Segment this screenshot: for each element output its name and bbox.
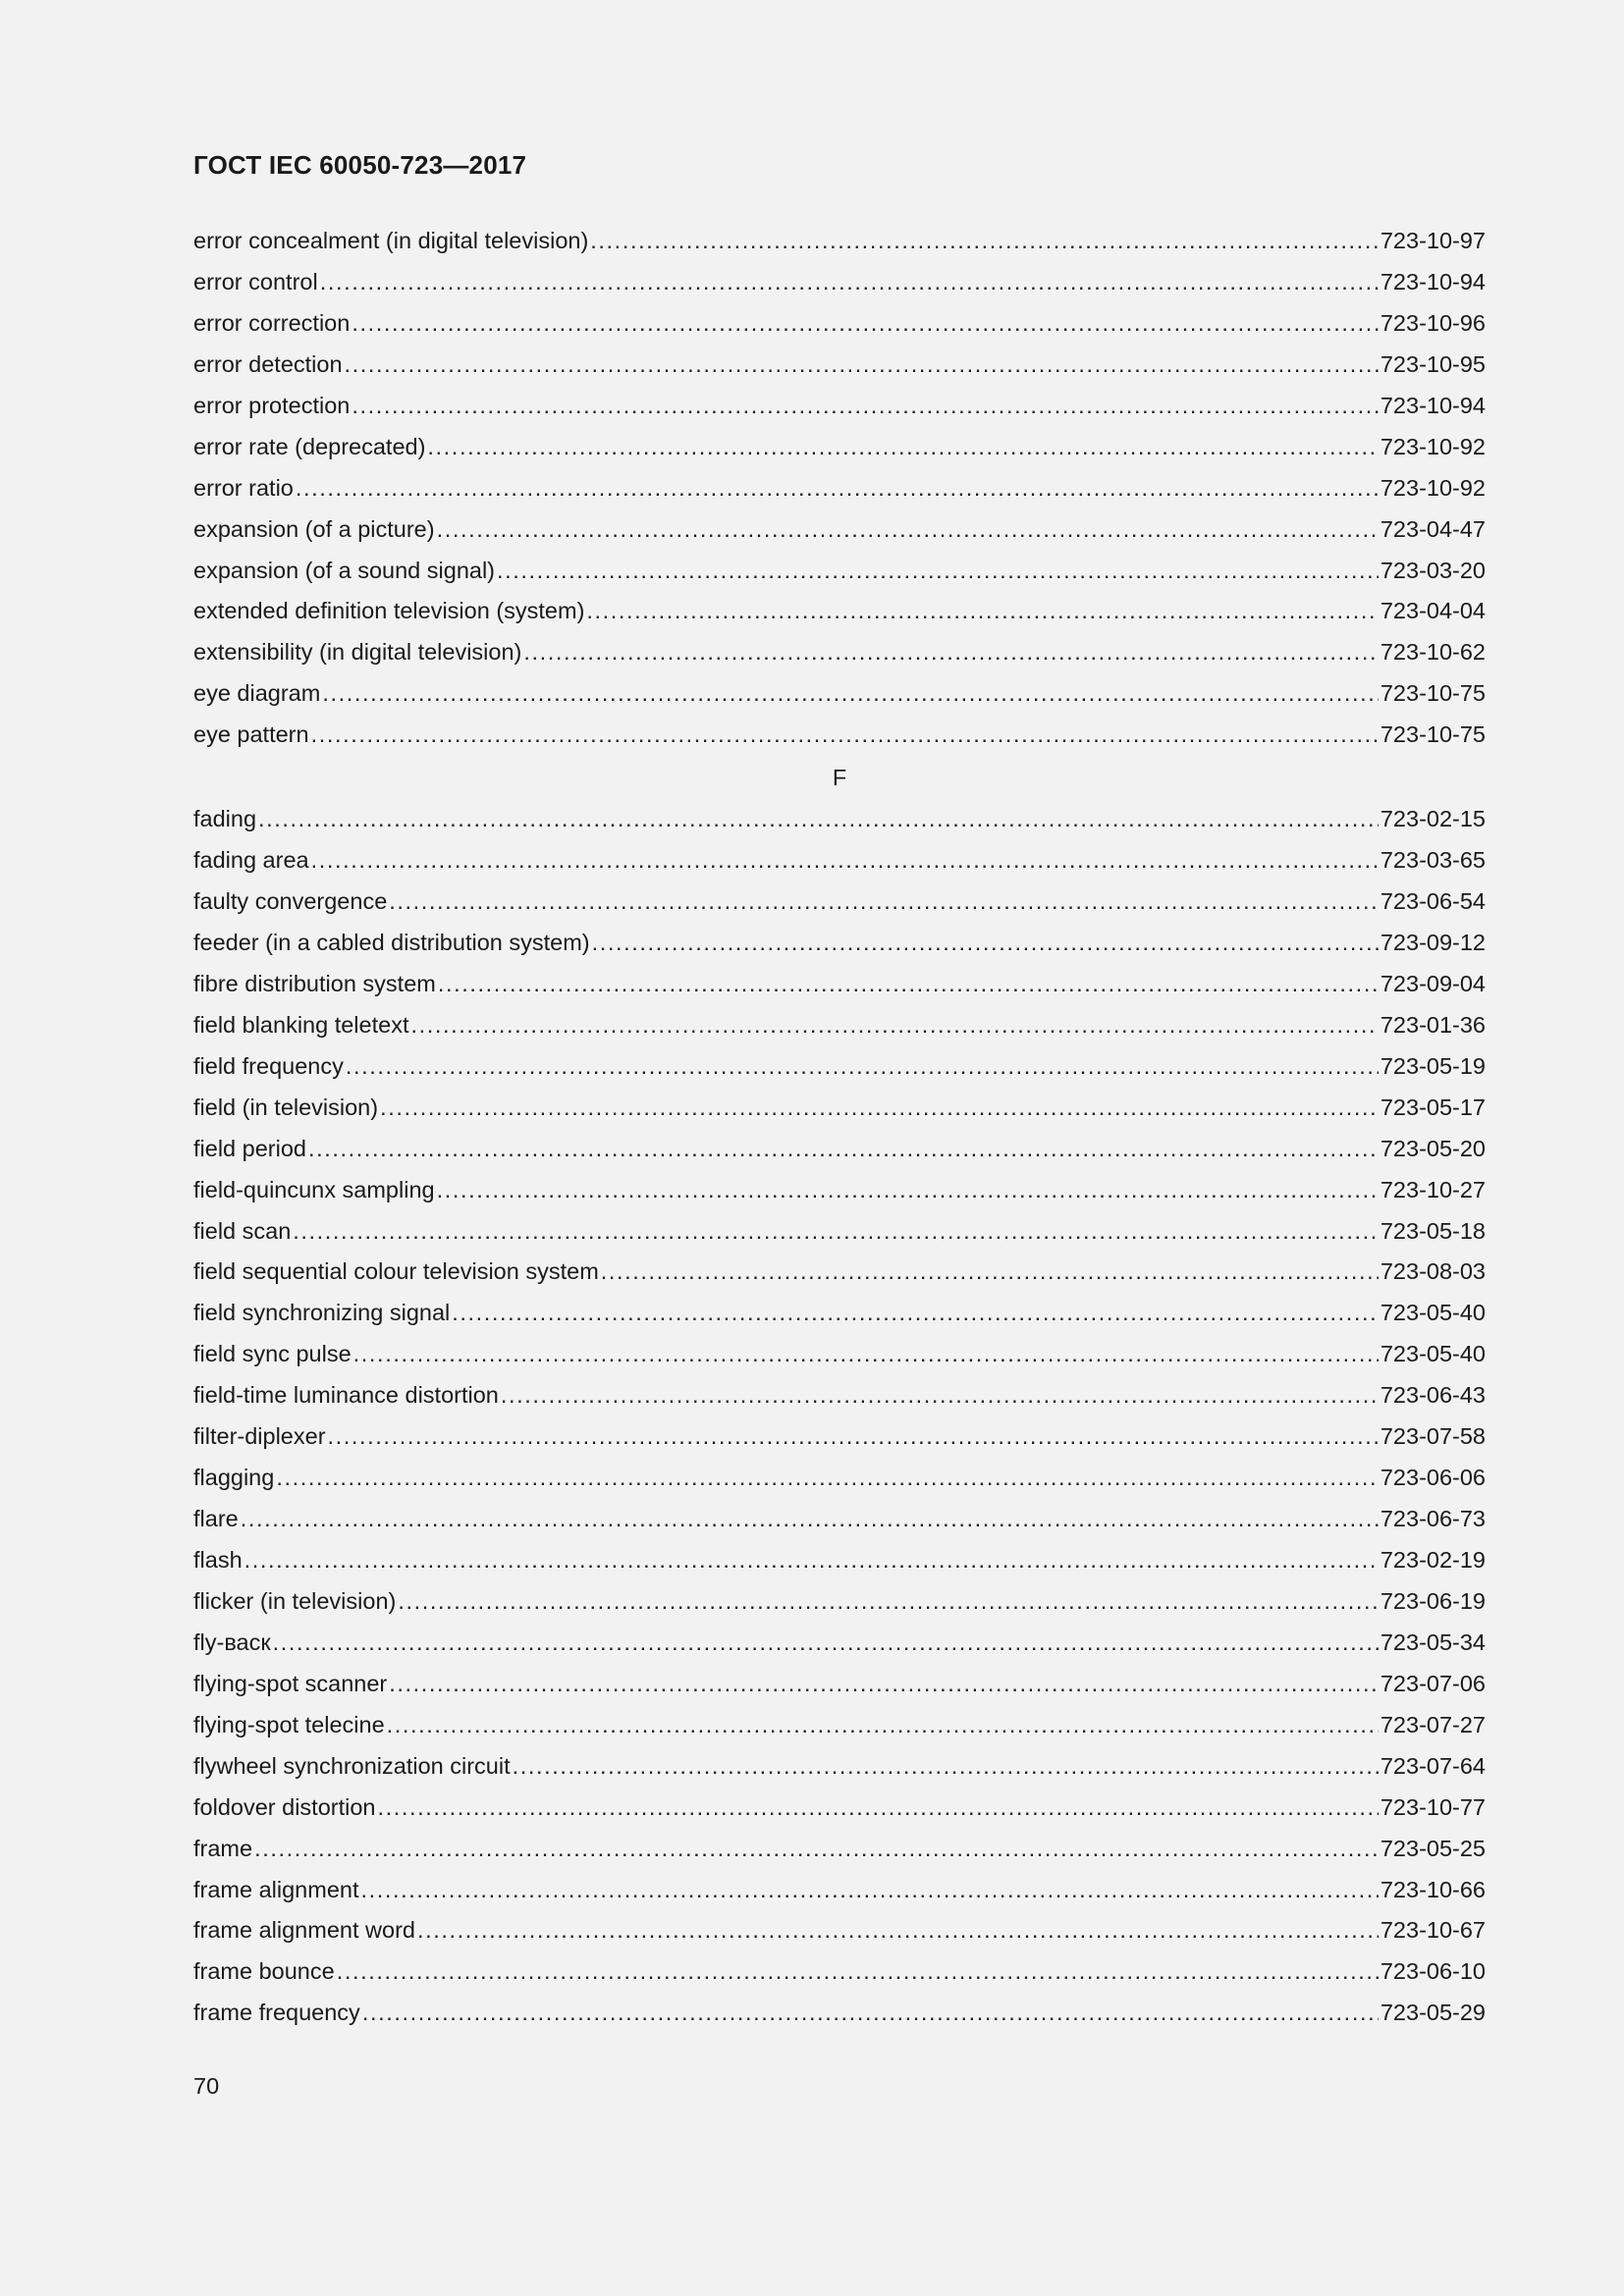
index-term: eye diagram bbox=[193, 680, 321, 707]
dot-leader bbox=[320, 265, 1379, 298]
index-entry bbox=[193, 471, 1486, 512]
index-reference: 723-02-15 bbox=[1380, 806, 1486, 832]
index-entry bbox=[193, 802, 1486, 843]
page-number: 70 bbox=[193, 2073, 220, 2099]
index-term: error rate (deprecated) bbox=[193, 433, 426, 459]
index-entry bbox=[193, 554, 1486, 595]
index-reference: 723-07-64 bbox=[1380, 1752, 1486, 1779]
index-entry bbox=[193, 1873, 1486, 1914]
dot-leader bbox=[311, 843, 1379, 877]
dot-leader bbox=[337, 1954, 1379, 1988]
index-entry bbox=[193, 1708, 1486, 1749]
dot-leader bbox=[276, 1461, 1379, 1494]
index-reference: 723-09-04 bbox=[1380, 970, 1486, 996]
index-reference: 723-07-58 bbox=[1380, 1423, 1486, 1450]
dot-leader bbox=[592, 926, 1379, 959]
index-term: field sequential colour television system bbox=[193, 1258, 599, 1285]
index-entry bbox=[193, 430, 1486, 471]
index-entry bbox=[193, 347, 1486, 389]
index-reference: 723-10-95 bbox=[1380, 350, 1486, 377]
index-entry bbox=[193, 926, 1486, 967]
dot-leader bbox=[590, 224, 1379, 257]
index-reference: 723-05-20 bbox=[1380, 1135, 1486, 1161]
index-entry bbox=[193, 512, 1486, 554]
index-reference: 723-10-94 bbox=[1380, 268, 1486, 294]
index-entry bbox=[193, 1543, 1486, 1584]
index-entry bbox=[193, 224, 1486, 265]
term-index bbox=[193, 224, 1486, 2037]
dot-leader bbox=[501, 1378, 1379, 1412]
index-entry bbox=[193, 1461, 1486, 1502]
index-reference: 723-10-96 bbox=[1380, 309, 1486, 336]
index-entry bbox=[193, 594, 1486, 635]
dot-leader bbox=[345, 347, 1379, 381]
index-entry bbox=[193, 1790, 1486, 1832]
index-term: expansion (of a sound signal) bbox=[193, 557, 496, 583]
index-reference: 723-06-43 bbox=[1380, 1382, 1486, 1409]
dot-leader bbox=[438, 967, 1379, 1000]
index-entry bbox=[193, 635, 1486, 676]
index-entry bbox=[193, 1419, 1486, 1461]
dot-leader bbox=[452, 1296, 1379, 1329]
index-reference: 723-10-92 bbox=[1380, 433, 1486, 459]
index-entry bbox=[193, 1337, 1486, 1378]
dot-leader bbox=[352, 306, 1379, 340]
index-reference: 723-09-12 bbox=[1380, 929, 1486, 955]
index-entry bbox=[193, 843, 1486, 884]
index-term: field blanking teletext bbox=[193, 1011, 409, 1038]
dot-leader bbox=[437, 512, 1379, 546]
section-letter-f: F bbox=[832, 765, 847, 791]
index-reference: 723-03-20 bbox=[1380, 557, 1486, 583]
index-reference: 723-05-18 bbox=[1380, 1217, 1486, 1244]
index-term: field period bbox=[193, 1135, 306, 1161]
dot-leader bbox=[362, 1996, 1379, 2029]
index-reference: 723-05-29 bbox=[1380, 2000, 1486, 2026]
dot-leader bbox=[293, 1214, 1379, 1248]
index-term: error correction bbox=[193, 309, 351, 336]
index-entry bbox=[193, 1214, 1486, 1255]
index-reference: 723-10-27 bbox=[1380, 1176, 1486, 1202]
index-term: expansion (of a picture) bbox=[193, 515, 435, 542]
dot-leader bbox=[328, 1419, 1379, 1453]
index-entry bbox=[193, 1913, 1486, 1954]
index-entry bbox=[193, 1008, 1486, 1049]
dot-leader bbox=[389, 884, 1379, 918]
index-term: extended definition television (system) bbox=[193, 598, 585, 624]
index-reference: 723-01-36 bbox=[1380, 1011, 1486, 1038]
index-term: frame alignment word bbox=[193, 1917, 415, 1944]
index-reference: 723-10-67 bbox=[1380, 1917, 1486, 1944]
index-entry bbox=[193, 1378, 1486, 1419]
index-term: error ratio bbox=[193, 474, 294, 501]
index-term: field sync pulse bbox=[193, 1341, 352, 1367]
dot-leader bbox=[601, 1255, 1379, 1288]
document-header-title: ГОСТ IEC 60050-723—2017 bbox=[193, 150, 527, 180]
index-reference: 723-05-34 bbox=[1380, 1629, 1486, 1655]
dot-leader bbox=[437, 1173, 1379, 1206]
index-reference: 723-10-97 bbox=[1380, 228, 1486, 253]
index-term: flash bbox=[193, 1547, 243, 1573]
dot-leader bbox=[244, 1543, 1379, 1576]
section-e-entries bbox=[193, 224, 1486, 759]
dot-leader bbox=[387, 1708, 1379, 1741]
index-term: field-quincunx sampling bbox=[193, 1176, 435, 1202]
index-term: error protection bbox=[193, 392, 351, 418]
index-term: flare bbox=[193, 1506, 239, 1532]
index-entry bbox=[193, 1132, 1486, 1173]
index-entry bbox=[193, 1996, 1486, 2037]
index-reference: 723-07-06 bbox=[1380, 1670, 1486, 1696]
index-reference: 723-02-19 bbox=[1380, 1547, 1486, 1573]
index-term: flying-spot telecine bbox=[193, 1711, 385, 1737]
index-term: field (in television) bbox=[193, 1094, 379, 1120]
index-reference: 723-05-19 bbox=[1380, 1052, 1486, 1079]
index-term: field synchronizing signal bbox=[193, 1300, 451, 1326]
dot-leader bbox=[410, 1008, 1378, 1041]
index-entry bbox=[193, 265, 1486, 306]
index-reference: 723-04-47 bbox=[1380, 515, 1486, 542]
index-term: foldover distortion bbox=[193, 1793, 376, 1820]
index-reference: 723-10-62 bbox=[1380, 639, 1486, 666]
index-entry bbox=[193, 1584, 1486, 1626]
dot-leader bbox=[389, 1667, 1379, 1700]
index-term: fly-васк bbox=[193, 1629, 271, 1655]
index-term: field-time luminance distortion bbox=[193, 1382, 499, 1409]
index-reference: 723-06-06 bbox=[1380, 1465, 1486, 1491]
dot-leader bbox=[352, 389, 1379, 422]
index-reference: 723-06-10 bbox=[1380, 1958, 1486, 1985]
dot-leader bbox=[254, 1832, 1379, 1865]
index-term: filter-diplexer bbox=[193, 1423, 326, 1450]
index-term: field scan bbox=[193, 1217, 292, 1244]
index-entry bbox=[193, 1255, 1486, 1296]
dot-leader bbox=[513, 1749, 1379, 1783]
index-term: fading area bbox=[193, 847, 309, 874]
index-reference: 723-05-40 bbox=[1380, 1341, 1486, 1367]
index-reference: 723-10-75 bbox=[1380, 721, 1486, 748]
index-reference: 723-10-77 bbox=[1380, 1793, 1486, 1820]
index-term: flywheel synchronization circuit bbox=[193, 1752, 511, 1779]
index-reference: 723-10-75 bbox=[1380, 680, 1486, 707]
index-entry bbox=[193, 389, 1486, 430]
index-reference: 723-03-65 bbox=[1380, 847, 1486, 874]
index-entry bbox=[193, 1049, 1486, 1091]
index-reference: 723-05-40 bbox=[1380, 1300, 1486, 1326]
index-term: extensibility (in digital television) bbox=[193, 639, 522, 666]
index-term: flying-spot scanner bbox=[193, 1670, 388, 1696]
index-term: feeder (in a cabled distribution system) bbox=[193, 929, 590, 955]
dot-leader bbox=[380, 1091, 1379, 1124]
dot-leader bbox=[296, 471, 1379, 505]
dot-leader bbox=[417, 1913, 1379, 1947]
dot-leader bbox=[308, 1132, 1379, 1165]
index-term: faulty convergence bbox=[193, 888, 388, 914]
index-reference: 723-10-94 bbox=[1380, 392, 1486, 418]
index-entry bbox=[193, 1173, 1486, 1214]
dot-leader bbox=[361, 1873, 1379, 1906]
index-reference: 723-10-92 bbox=[1380, 474, 1486, 501]
index-term: frame alignment bbox=[193, 1876, 359, 1902]
index-term: field frequency bbox=[193, 1052, 344, 1079]
dot-leader bbox=[241, 1502, 1379, 1535]
dot-leader bbox=[586, 594, 1378, 627]
index-reference: 723-07-27 bbox=[1380, 1711, 1486, 1737]
index-reference: 723-04-04 bbox=[1380, 598, 1486, 624]
index-entry bbox=[193, 306, 1486, 347]
index-entry bbox=[193, 1954, 1486, 1996]
index-term: eye pattern bbox=[193, 721, 309, 748]
index-term: flagging bbox=[193, 1465, 275, 1491]
dot-leader bbox=[378, 1790, 1379, 1824]
dot-leader bbox=[322, 676, 1379, 710]
index-entry bbox=[193, 1626, 1486, 1667]
index-reference: 723-05-17 bbox=[1380, 1094, 1486, 1120]
dot-leader bbox=[497, 554, 1379, 587]
dot-leader bbox=[258, 802, 1379, 835]
index-reference: 723-06-73 bbox=[1380, 1506, 1486, 1532]
index-reference: 723-05-25 bbox=[1380, 1835, 1486, 1861]
index-term: frame bounce bbox=[193, 1958, 335, 1985]
dot-leader bbox=[427, 430, 1378, 463]
index-entry bbox=[193, 1502, 1486, 1543]
index-entry bbox=[193, 1091, 1486, 1132]
index-reference: 723-08-03 bbox=[1380, 1258, 1486, 1285]
index-entry bbox=[193, 676, 1486, 718]
index-term: fading bbox=[193, 806, 257, 832]
index-entry bbox=[193, 1296, 1486, 1337]
dot-leader bbox=[523, 635, 1378, 668]
section-f-entries bbox=[193, 802, 1486, 2037]
dot-leader bbox=[353, 1337, 1379, 1370]
index-entry bbox=[193, 1667, 1486, 1708]
index-entry bbox=[193, 884, 1486, 926]
dot-leader bbox=[398, 1584, 1379, 1618]
index-term: frame bbox=[193, 1835, 253, 1861]
dot-leader bbox=[311, 718, 1379, 751]
index-reference: 723-06-19 bbox=[1380, 1587, 1486, 1614]
dot-leader bbox=[273, 1626, 1379, 1659]
index-entry bbox=[193, 1749, 1486, 1790]
index-reference: 723-06-54 bbox=[1380, 888, 1486, 914]
index-term: error control bbox=[193, 268, 318, 294]
index-term: error detection bbox=[193, 350, 343, 377]
index-term: flicker (in television) bbox=[193, 1587, 397, 1614]
index-term: frame frequency bbox=[193, 2000, 360, 2026]
index-entry bbox=[193, 718, 1486, 759]
index-reference: 723-10-66 bbox=[1380, 1876, 1486, 1902]
dot-leader bbox=[346, 1049, 1379, 1083]
index-term: error concealment (in digital television) bbox=[193, 228, 589, 253]
index-entry bbox=[193, 1832, 1486, 1873]
index-term: fibre distribution system bbox=[193, 970, 436, 996]
index-entry bbox=[193, 967, 1486, 1008]
